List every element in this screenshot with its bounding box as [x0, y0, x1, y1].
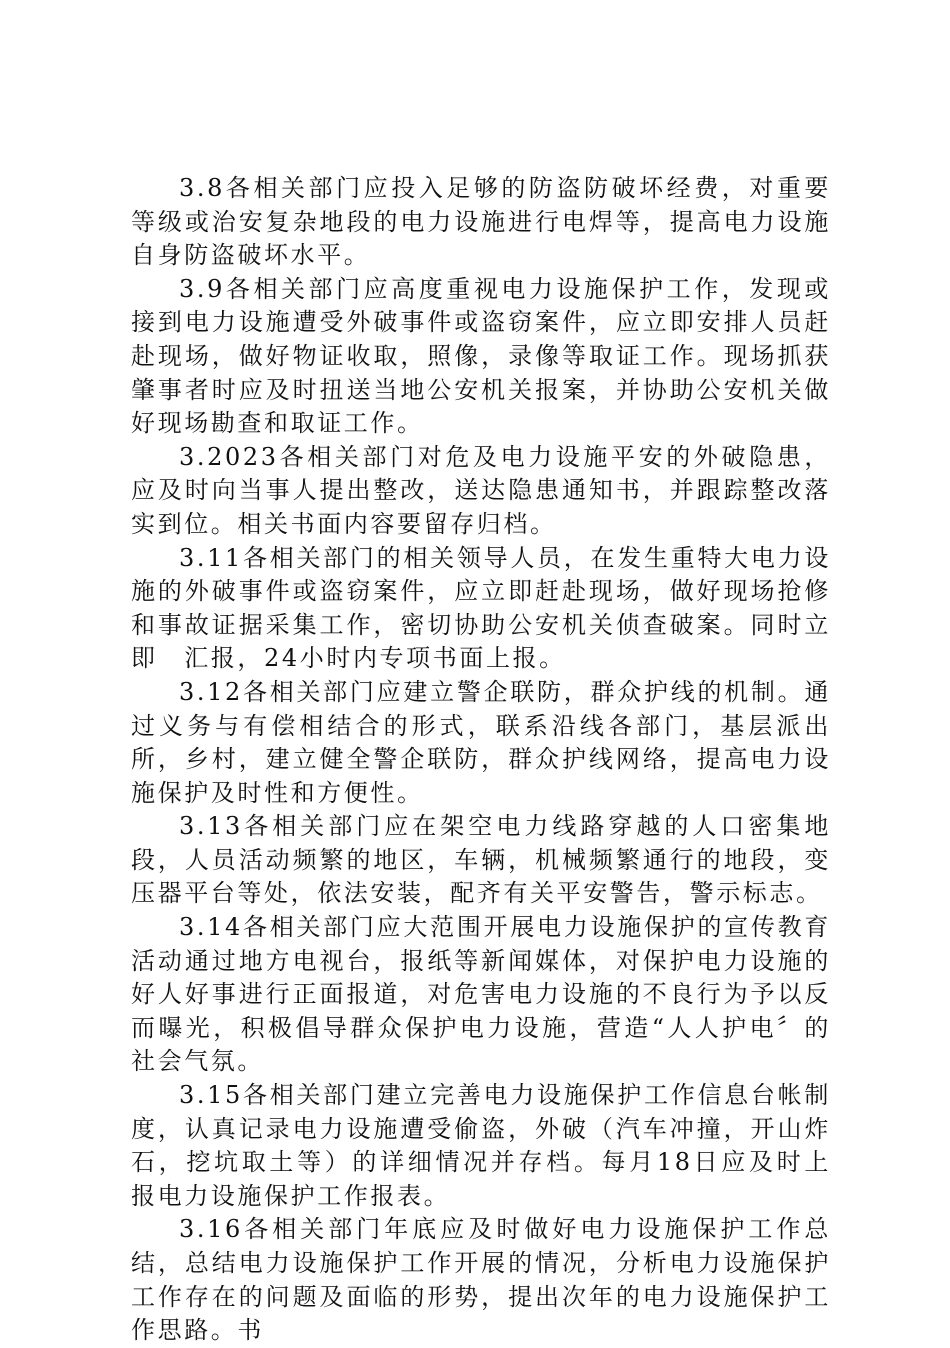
paragraph-3-12: 3.12各相关部门应建立警企联防，群众护线的机制。通过义务与有偿相结合的形式，联系沿线各部门，基层派出所，乡村，建立健全警企联防，群众护线网络，提高电力设施保护及时性和方便性。: [131, 677, 831, 807]
paragraph-3-16: 3.16各相关部门年底应及时做好电力设施保护工作总结，总结电力设施保护工作开展的情况，分析电力设施保护工作存在的问题及面临的形势，提出次年的电力设施保护工作思路。书: [131, 1215, 831, 1345]
paragraph-3-11: 3.11各相关部门的相关领导人员，在发生重特大电力设施的外破事件或盗窃案件，应立即赶赴现场，做好现场抢修和事故证据采集工作，密切协助公安机关侦查破案。同时立即 汇报，24小时内专项书面上报。: [131, 543, 831, 673]
paragraph-3-2023: 3.2023各相关部门对危及电力设施平安的外破隐患，应及时向当事人提出整改，送达隐患通知书，并跟踪整改落实到位。相关书面内容要留存归档。: [131, 442, 831, 538]
paragraph-3-8: 3.8各相关部门应投入足够的防盗防破坏经费，对重要等级或治安复杂地段的电力设施进行电焊等，提高电力设施自身防盗破坏水平。: [131, 174, 831, 270]
document-body: [131, 172, 831, 1348]
paragraph-3-14: 3.14各相关部门应大范围开展电力设施保护的宣传教育活动通过地方电视台，报纸等新闻媒体，对保护电力设施的好人好事进行正面报道，对危害电力设施的不良行为予以反而曝光，积极倡导群众保护电力设施，营造“人人护电〞的社会气氛。: [131, 913, 831, 1076]
paragraph-3-9: 3.9各相关部门应高度重视电力设施保护工作，发现或接到电力设施遭受外破事件或盗窃案件，应立即安排人员赶赴现场，做好物证收取，照像，录像等取证工作。现场抓获肇事者时应及时扭送当地公安机关报案，并协助公安机关做好现场勘查和取证工作。: [131, 274, 831, 438]
paragraph-3-15: 3.15各相关部门建立完善电力设施保护工作信息台帐制度，认真记录电力设施遭受偷盗，外破（汽车冲撞，开山炸石，挖坑取土等）的详细情况并存档。每月18日应及时上报电力设施保护工作报表。: [131, 1081, 831, 1210]
paragraph-3-13: 3.13各相关部门应在架空电力线路穿越的人口密集地段，人员活动频繁的地区，车辆，机械频繁通行的地段，变压器平台等处，依法安装，配齐有关平安警告，警示标志。: [131, 812, 831, 908]
